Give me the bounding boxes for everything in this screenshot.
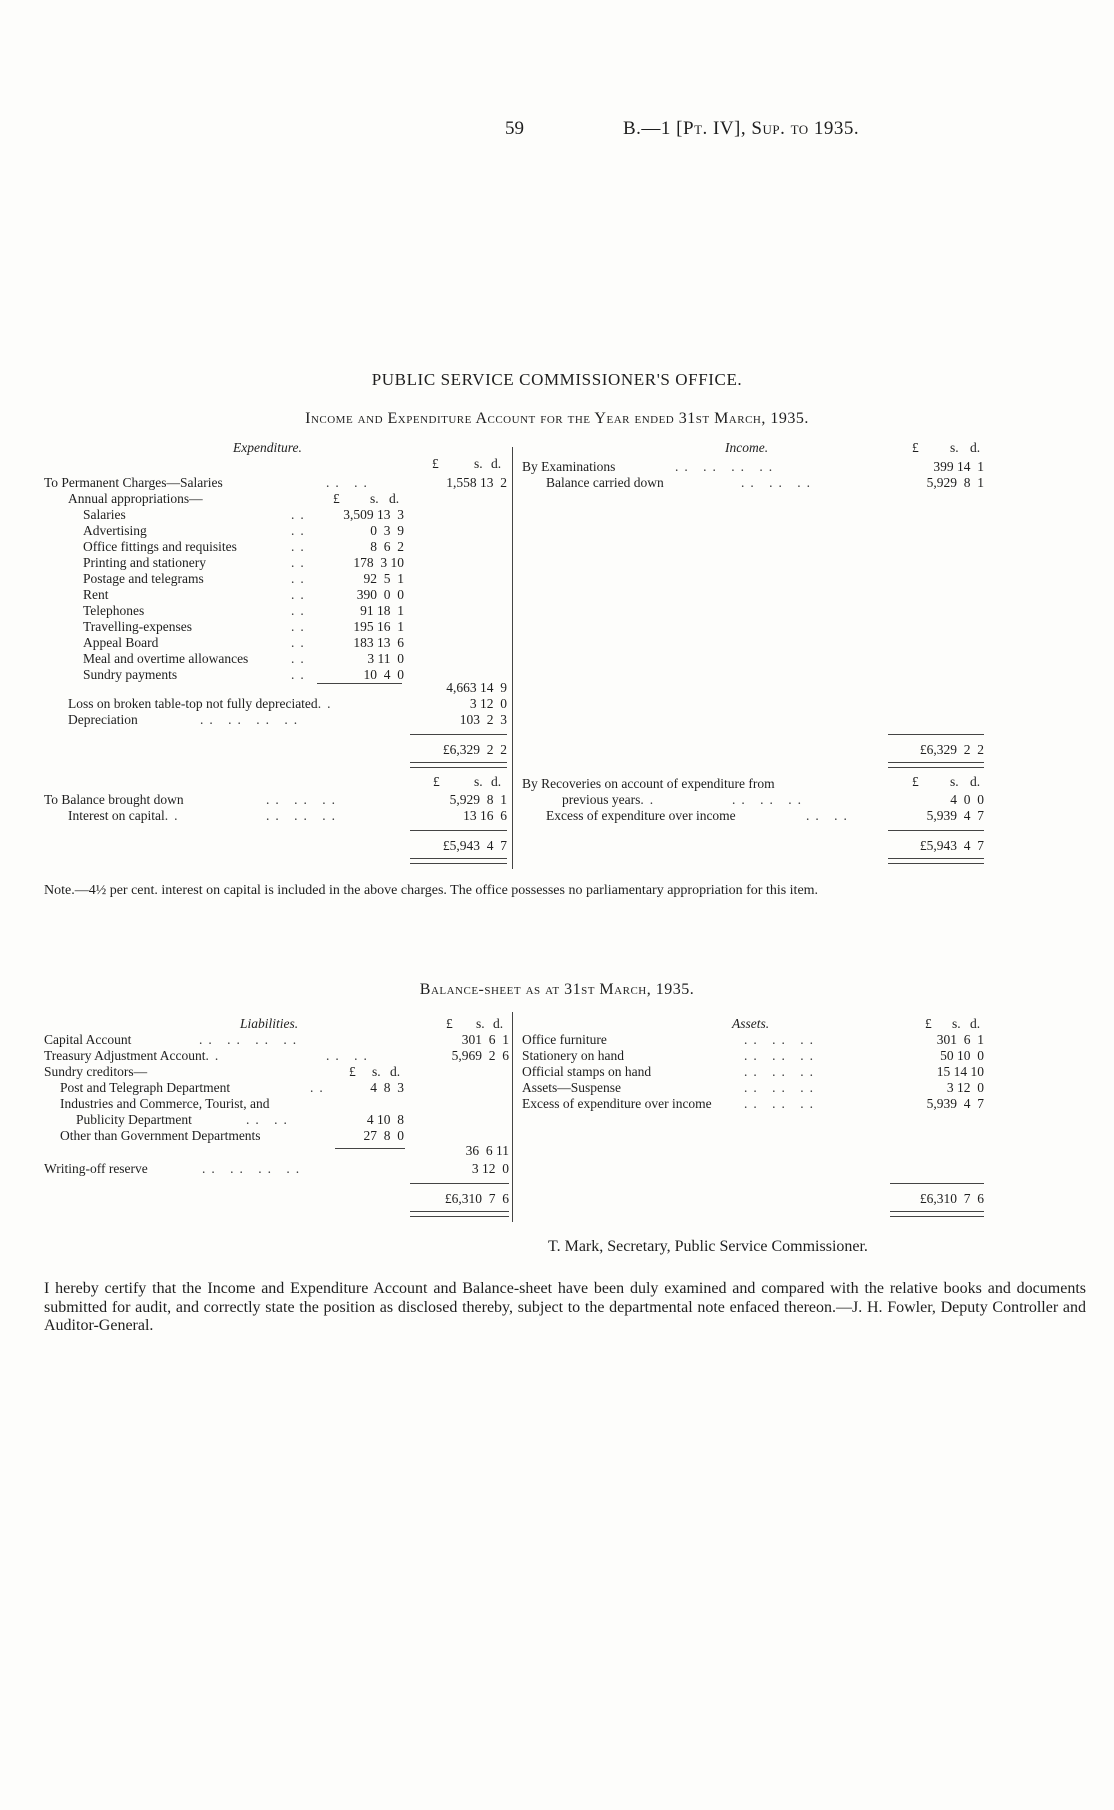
inc2-currency-shilling: s. <box>950 774 959 789</box>
appropriation-amount: 178 3 10 <box>353 555 404 570</box>
appropriation-amount: 8 6 2 <box>370 539 404 554</box>
sub-currency-shilling: s. <box>370 491 379 506</box>
office-title: PUBLIC SERVICE COMMISSIONER'S OFFICE. <box>371 370 743 389</box>
asset-label: Official stamps on hand .. .. .. <box>522 1064 819 1079</box>
capital-account-amount: 301 6 1 <box>461 1032 509 1047</box>
assets-currency-shilling: s. <box>952 1016 961 1031</box>
exp2-total-double-rule <box>410 858 507 864</box>
note-text: Note.—4½ per cent. interest on capital is included in the above charges. The office possesses no parliamentary appropriation for this item. <box>44 883 819 898</box>
sundry-creditors-label: Sundry creditors— <box>44 1064 148 1079</box>
exp-currency-pence: d. <box>491 456 502 471</box>
appropriation-label: Telephones .. <box>83 603 310 618</box>
appropriation-label: Meal and overtime allowances .. <box>83 651 310 666</box>
sub-currency-pence: d. <box>389 491 400 506</box>
industries-label-2: Publicity Department .. .. <box>76 1112 293 1127</box>
inc2-currency-pence: d. <box>970 774 981 789</box>
audit-certificate: I hereby certify that the Income and Expenditure Account and Balance-sheet have been duly examined and compared with the relative books and documents submitted for audit, and correctly state the position as disclosed thereby, subject to the departmental note enfaced thereon.—J. H. Fowler, Deputy Controller and Auditor-General. <box>44 1280 1086 1334</box>
inc-currency-shilling: s. <box>950 440 959 455</box>
appropriation-amount: 183 13 6 <box>353 635 404 650</box>
asset-amount: 15 14 10 <box>936 1064 984 1079</box>
treasury-adjustment-label: Treasury Adjustment Account.. .. .. <box>44 1048 373 1063</box>
bs-center-rule <box>512 1012 513 1222</box>
annual-total: 4,663 14 9 <box>446 680 507 695</box>
appropriation-amount: 91 18 1 <box>360 603 404 618</box>
assets-currency-pound: £ <box>925 1016 932 1031</box>
depreciation-label: Depreciation .. .. .. .. <box>68 712 304 727</box>
expenditure-heading: Expenditure. <box>233 440 302 455</box>
appropriation-amount: 3 11 0 <box>367 651 404 666</box>
appropriation-label: Travelling-expenses .. <box>83 619 310 634</box>
examinations-label: By Examinations .. .. .. .. <box>522 459 779 474</box>
liab-currency-pound: £ <box>446 1016 453 1031</box>
assets-currency-pence: d. <box>970 1016 981 1031</box>
assets-heading: Assets. <box>732 1016 770 1031</box>
exp2-currency-shilling: s. <box>474 774 483 789</box>
loss-label: Loss on broken table-top not fully depreciated.. <box>68 696 337 711</box>
balance-brought-down-label: To Balance brought down .. .. .. <box>44 792 341 807</box>
other-creditors-amount: 27 8 0 <box>363 1128 404 1143</box>
asset-label: Office furniture .. .. .. <box>522 1032 819 1047</box>
interest-amount: 13 16 6 <box>463 808 507 823</box>
exp-currency-pound: £ <box>432 456 439 471</box>
income-total: £6,329 2 2 <box>919 742 984 757</box>
asset-label: Stationery on hand .. .. .. <box>522 1048 819 1063</box>
loss-amount: 3 12 0 <box>469 696 507 711</box>
appropriation-amount: 92 5 1 <box>363 571 404 586</box>
secretary-signature: T. Mark, Secretary, Public Service Commissioner. <box>548 1238 868 1255</box>
post-telegraph-amount: 4 8 3 <box>370 1080 404 1095</box>
exp-total-double-rule <box>410 762 507 768</box>
sundry-creditors-total: 36 6 11 <box>465 1143 509 1158</box>
appropriation-label: Office fittings and requisites .. <box>83 539 310 554</box>
appropriation-label: Salaries .. <box>83 507 310 522</box>
appropriation-label: Sundry payments .. <box>83 667 310 682</box>
asset-label: Excess of expenditure over income .. .. .. <box>522 1096 819 1111</box>
excess-amount: 5,939 4 7 <box>926 808 984 823</box>
balance-carried-down-amount: 5,929 8 1 <box>926 475 984 490</box>
excess-label: Excess of expenditure over income .. .. <box>546 808 853 823</box>
exp2-currency-pound: £ <box>433 774 440 789</box>
sub-currency-pound: £ <box>333 491 340 506</box>
exp-total-rule <box>410 734 507 735</box>
capital-account-label: Capital Account .. .. .. .. <box>44 1032 303 1047</box>
expenditure-total: £6,329 2 2 <box>442 742 507 757</box>
recoveries-amount: 4 0 0 <box>950 792 984 807</box>
page-number: 59 <box>505 118 524 139</box>
liabilities-total: £6,310 7 6 <box>444 1191 509 1206</box>
exp-currency-shilling: s. <box>474 456 483 471</box>
asset-amount: 301 6 1 <box>936 1032 984 1047</box>
previous-years-label: previous years.. .. .. .. <box>562 792 807 807</box>
income-expenditure-title: Income and Expenditure Account for the Year ended 31st March, 1935. <box>305 410 809 427</box>
appropriation-amount: 195 16 1 <box>353 619 404 634</box>
assets-total-rule <box>890 1183 984 1184</box>
perm-charges-amount: 1,558 13 2 <box>446 475 507 490</box>
asset-amount: 5,939 4 7 <box>926 1096 984 1111</box>
writing-off-amount: 3 12 0 <box>471 1161 509 1176</box>
exp2-currency-pence: d. <box>491 774 502 789</box>
appropriation-label: Rent .. <box>83 587 310 602</box>
sundry-currency-pence: d. <box>390 1064 401 1079</box>
assets-total: £6,310 7 6 <box>919 1191 984 1206</box>
assets-total-double-rule <box>890 1211 984 1217</box>
appropriation-label: Printing and stationery .. <box>83 555 310 570</box>
writing-off-label: Writing-off reserve .. .. .. .. <box>44 1161 306 1176</box>
inc-total-rule <box>888 734 984 735</box>
recoveries-label: By Recoveries on account of expenditure from <box>522 776 775 791</box>
liab-currency-shilling: s. <box>476 1016 485 1031</box>
appropriation-amount: 10 4 0 <box>363 667 404 682</box>
liab-currency-pence: d. <box>493 1016 504 1031</box>
inc2-total-rule <box>888 830 984 831</box>
balance-brought-down-amount: 5,929 8 1 <box>449 792 507 807</box>
balance-sheet-title: Balance-sheet as at 31st March, 1935. <box>419 981 695 998</box>
exp2-total-rule <box>410 830 507 831</box>
income-heading: Income. <box>725 440 769 455</box>
asset-amount: 50 10 0 <box>940 1048 984 1063</box>
other-creditors-label: Other than Government Departments <box>60 1128 261 1143</box>
balance-carried-down-label: Balance carried down .. .. .. <box>546 475 816 490</box>
appropriation-label: Postage and telegrams .. <box>83 571 310 586</box>
industries-amount: 4 10 8 <box>366 1112 404 1127</box>
sundry-currency-pound: £ <box>349 1064 356 1079</box>
inc-currency-pence: d. <box>970 440 981 455</box>
liab-total-double-rule <box>410 1211 509 1217</box>
appropriation-label: Appeal Board .. <box>83 635 310 650</box>
inc2-currency-pound: £ <box>912 774 919 789</box>
inc-currency-pound: £ <box>912 440 919 455</box>
interest-label: Interest on capital.. .. .. .. <box>68 808 341 823</box>
inc2-total-double-rule <box>888 858 984 864</box>
appropriation-amount: 3,509 13 3 <box>343 507 404 522</box>
liab-total-rule <box>410 1183 509 1184</box>
liabilities-heading: Liabilities. <box>240 1016 299 1031</box>
appropriation-amount: 390 0 0 <box>356 587 404 602</box>
treasury-adjustment-amount: 5,969 2 6 <box>451 1048 509 1063</box>
income-total-2: £5,943 4 7 <box>919 838 984 853</box>
document-reference: B.—1 [Pt. IV], Sup. to 1935. <box>623 118 860 139</box>
industries-label-1: Industries and Commerce, Tourist, and <box>60 1096 270 1111</box>
post-telegraph-label: Post and Telegraph Department .. <box>60 1080 329 1095</box>
perm-charges-label: To Permanent Charges—Salaries .. .. <box>44 475 373 490</box>
inc-total-double-rule <box>888 762 984 768</box>
appropriation-label: Advertising .. <box>83 523 310 538</box>
asset-amount: 3 12 0 <box>946 1080 984 1095</box>
depreciation-amount: 103 2 3 <box>459 712 507 727</box>
sundry-currency-shilling: s. <box>372 1064 381 1079</box>
appropriation-amount: 0 3 9 <box>370 523 404 538</box>
annual-appropriations-label: Annual appropriations— <box>68 491 203 506</box>
examinations-amount: 399 14 1 <box>933 459 984 474</box>
asset-label: Assets—Suspense .. .. .. <box>522 1080 819 1095</box>
expenditure-total-2: £5,943 4 7 <box>442 838 507 853</box>
ie-center-rule <box>512 447 513 869</box>
sub-total-rule <box>317 683 402 684</box>
sundry-total-rule <box>335 1148 405 1149</box>
